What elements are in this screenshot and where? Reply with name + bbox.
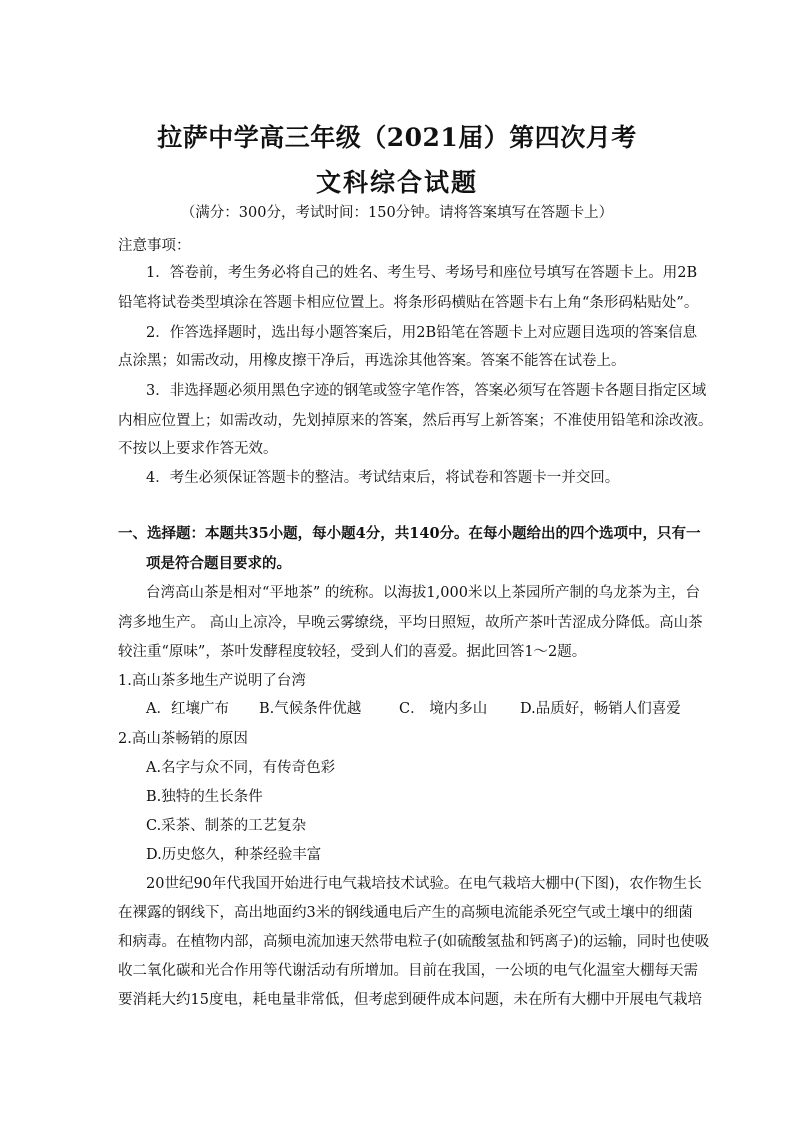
notice-line: 3．非选择题必须用黑色字迹的钢笔或签字笔作答，答案必须写在答题卡各题目指定区域 <box>146 383 707 399</box>
passage-line: 台湾高山茶是相对“平地茶” 的统称。以海拔1,000米以上茶园所产制的乌龙茶为主，台 <box>146 585 700 601</box>
exam-title: 拉萨中学高三年级（2021届）第四次月考 <box>157 123 637 152</box>
question-option: C.采茶、制茶的工艺复杂 <box>146 818 307 834</box>
notice-line: 不按以上要求作答无效。 <box>118 441 278 457</box>
passage-line: 较注重“原味”，茶叶发酵程度较轻，受到人们的喜爱。据此回答1～2题。 <box>118 644 587 660</box>
passage-line: 湾多地生产。 高山上凉冷，早晚云雾缭绕，平均日照短，故所产茶叶苦涩成分降低。高山茶 <box>118 615 703 631</box>
notice-line: 内相应位置上；如需改动，先划掉原来的答案，然后再写上新答案；不准使用铅笔和涂改液。 <box>118 413 713 429</box>
section-heading-cont: 项是符合题目要求的。 <box>146 555 291 572</box>
question-option: C． 境内多山 <box>399 701 488 717</box>
question-option: A．红壤广布 <box>146 701 229 717</box>
question-option: B.气候条件优越 <box>259 701 362 717</box>
exam-subject-title: 文科综合试题 <box>315 168 478 197</box>
notice-line: 4．考生必须保证答题卡的整洁。考试结束后，将试卷和答题卡一并交回。 <box>146 470 620 486</box>
question-stem: 1.高山茶多地生产说明了台湾 <box>118 673 306 689</box>
passage-line: 在裸露的钢线下，高出地面约3米的钢线通电后产生的高频电流能杀死空气或土壤中的细菌 <box>118 905 693 921</box>
question-option: B.独特的生长条件 <box>146 789 263 805</box>
question-stem: 2.高山茶畅销的原因 <box>118 731 248 747</box>
passage-line: 收二氧化碳和光合作用等代谢活动有所增加。目前在我国，一公顷的电气化温室大棚每天需 <box>118 963 698 979</box>
passage-line: 20世纪90年代我国开始进行电气栽培技术试验。在电气栽培大棚中(下图)，农作物生长 <box>146 876 702 892</box>
notice-line: 铅笔将试卷类型填涂在答题卡相应位置上。将条形码横贴在答题卡右上角“条形码粘贴处”。 <box>118 295 699 311</box>
question-option: A.名字与众不同，有传奇色彩 <box>146 760 336 776</box>
question-option: D.品质好，畅销人们喜爱 <box>520 701 681 717</box>
section-heading: 一、选择题：本题共35小题，每小题4分，共140分。在每小题给出的四个选项中，只有一 <box>118 525 701 542</box>
exam-info: （满分：300分，考试时间：150分钟。请将答案填写在答题卡上） <box>180 205 614 221</box>
question-option: D.历史悠久，种茶经验丰富 <box>146 847 322 863</box>
notice-heading: 注意事项： <box>118 238 191 254</box>
notice-line: 2．作答选择题时，选出每小题答案后，用2B铅笔在答题卡上对应题目选项的答案信息 <box>146 325 698 341</box>
notice-line: 点涂黑；如需改动，用橡皮擦干净后，再选涂其他答案。答案不能答在试卷上。 <box>118 353 626 369</box>
notice-line: 1．答卷前，考生务必将自己的姓名、考生号、考场号和座位号填写在答题卡上。用2B <box>146 265 698 281</box>
passage-line: 要消耗大约15度电，耗电量非常低，但考虑到硬件成本问题，未在所有大棚中开展电气栽培 <box>118 992 702 1008</box>
passage-line: 和病毒。在植物内部，高频电流加速天然带电粒子(如硫酸氢盐和钙离子)的运输，同时也使吸 <box>118 934 710 950</box>
